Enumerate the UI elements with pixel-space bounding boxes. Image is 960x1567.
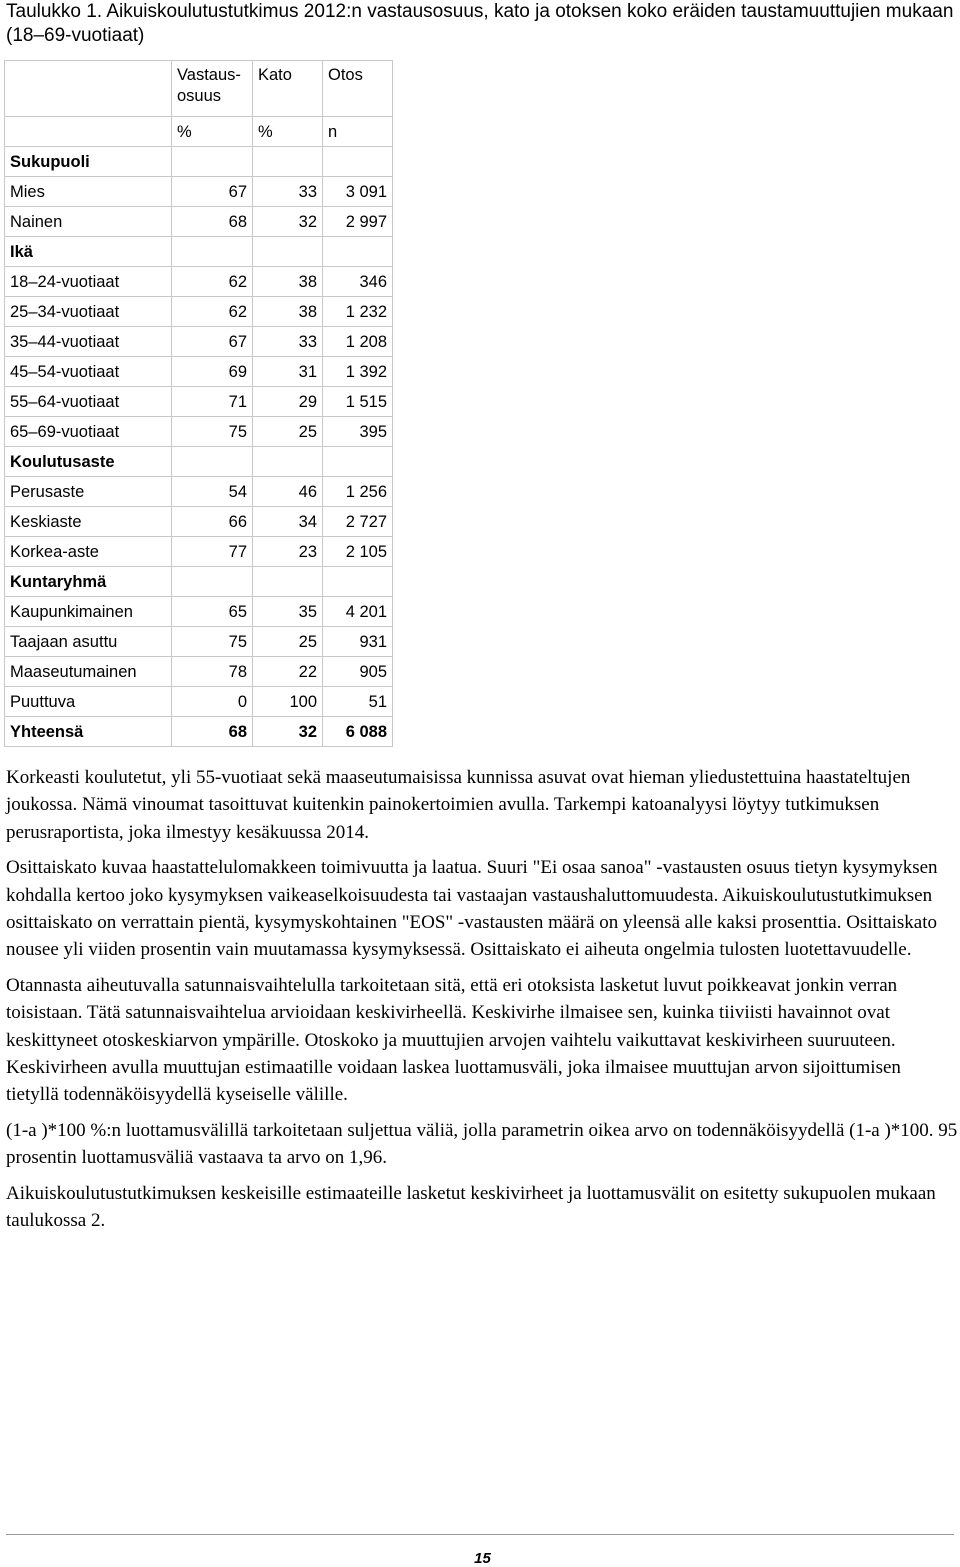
table-row bbox=[5, 327, 393, 357]
sample-size-cell bbox=[323, 237, 393, 267]
row-label: Mies bbox=[5, 177, 172, 207]
response-rate-cell: 62 bbox=[172, 267, 253, 297]
sample-size-cell: 2 105 bbox=[323, 537, 393, 567]
sample-size-cell: 346 bbox=[323, 267, 393, 297]
row-label: 45–54-vuotiaat bbox=[5, 357, 172, 387]
footer-divider bbox=[6, 1534, 954, 1535]
nonresponse-cell: 33 bbox=[253, 327, 323, 357]
sample-size-cell: 931 bbox=[323, 627, 393, 657]
nonresponse-cell: 29 bbox=[253, 387, 323, 417]
table-row bbox=[5, 417, 393, 447]
section-label: Koulutusaste bbox=[5, 447, 172, 477]
nonresponse-cell: 32 bbox=[253, 207, 323, 237]
section-label: Sukupuoli bbox=[5, 147, 172, 177]
table-row bbox=[5, 687, 393, 717]
response-rate-cell: 65 bbox=[172, 597, 253, 627]
nonresponse-cell: 25 bbox=[253, 417, 323, 447]
sample-size-cell: 3 091 bbox=[323, 177, 393, 207]
total-row bbox=[5, 717, 393, 747]
row-label: Nainen bbox=[5, 207, 172, 237]
nonresponse-cell: 31 bbox=[253, 357, 323, 387]
sample-size-cell: 4 201 bbox=[323, 597, 393, 627]
nonresponse-cell: 34 bbox=[253, 507, 323, 537]
header-nonresponse: Kato bbox=[253, 61, 323, 117]
row-label: 35–44-vuotiaat bbox=[5, 327, 172, 357]
section-label: Kuntaryhmä bbox=[5, 567, 172, 597]
table-row bbox=[5, 657, 393, 687]
paragraph-3: Otannasta aiheutuvalla satunnaisvaihtelulla tarkoitetaan sitä, että eri otoksista lasketut luvut poikkeavat jonkin verran toisistaan. Tätä satunnaisvaihtelua arvioidaan keskivirheellä. Keskivirhe ilmaisee sen, kuinka tiiviisti havainnot ovat keskittyneet otoskeskiarvon ympärille. Otoskoko ja muuttujien arvojen vaihtelu vaikuttavat keskivirheen suuruuteen. Keskivirheen avulla muuttujan estimaatille voidaan laskea luottamusväli, joka ilmaisee muuttujan arvon sijoittumisen tietyllä todennäköisyydellä kyseiselle välille. bbox=[6, 974, 901, 1106]
table-row bbox=[5, 597, 393, 627]
row-label: Taajaan asuttu bbox=[5, 627, 172, 657]
table-row bbox=[5, 537, 393, 567]
sample-size-cell: 395 bbox=[323, 417, 393, 447]
row-label: 65–69-vuotiaat bbox=[5, 417, 172, 447]
table-row bbox=[5, 627, 393, 657]
nonresponse-cell: 23 bbox=[253, 537, 323, 567]
row-label: 18–24-vuotiaat bbox=[5, 267, 172, 297]
unit-percent-1: % bbox=[172, 117, 253, 147]
body-text bbox=[6, 764, 958, 1243]
row-label: Perusaste bbox=[5, 477, 172, 507]
sample-size-cell: 51 bbox=[323, 687, 393, 717]
header-row bbox=[5, 61, 393, 117]
unit-n: n bbox=[323, 117, 393, 147]
header-response-rate: Vastaus- osuus bbox=[172, 61, 253, 117]
unit-empty-cell bbox=[5, 117, 172, 147]
sample-size-cell: 1 232 bbox=[323, 297, 393, 327]
section-row bbox=[5, 147, 393, 177]
section-row bbox=[5, 447, 393, 477]
response-rate-cell: 54 bbox=[172, 477, 253, 507]
sample-size-cell bbox=[323, 447, 393, 477]
response-rate-cell: 75 bbox=[172, 417, 253, 447]
nonresponse-cell: 35 bbox=[253, 597, 323, 627]
sample-size-cell: 6 088 bbox=[323, 717, 393, 747]
nonresponse-cell: 32 bbox=[253, 717, 323, 747]
sample-size-cell: 1 208 bbox=[323, 327, 393, 357]
row-label: Keskiaste bbox=[5, 507, 172, 537]
unit-row bbox=[5, 117, 393, 147]
row-label: Kaupunkimainen bbox=[5, 597, 172, 627]
row-label: Puuttuva bbox=[5, 687, 172, 717]
response-rate-cell: 68 bbox=[172, 207, 253, 237]
sample-size-cell: 2 997 bbox=[323, 207, 393, 237]
page-number: 15 bbox=[474, 1550, 491, 1567]
nonresponse-cell: 46 bbox=[253, 477, 323, 507]
nonresponse-cell: 100 bbox=[253, 687, 323, 717]
nonresponse-cell: 38 bbox=[253, 267, 323, 297]
response-rate-cell: 62 bbox=[172, 297, 253, 327]
section-row bbox=[5, 567, 393, 597]
response-rate-cell bbox=[172, 447, 253, 477]
response-rate-table bbox=[4, 60, 393, 747]
table-row bbox=[5, 207, 393, 237]
response-rate-cell: 67 bbox=[172, 177, 253, 207]
table-row bbox=[5, 507, 393, 537]
response-rate-cell: 67 bbox=[172, 327, 253, 357]
sample-size-cell: 1 515 bbox=[323, 387, 393, 417]
row-label: Yhteensä bbox=[5, 717, 172, 747]
nonresponse-cell bbox=[253, 567, 323, 597]
table-row bbox=[5, 297, 393, 327]
table-row bbox=[5, 177, 393, 207]
header-empty-cell bbox=[5, 61, 172, 117]
response-rate-cell: 75 bbox=[172, 627, 253, 657]
response-rate-cell: 68 bbox=[172, 717, 253, 747]
header-sample: Otos bbox=[323, 61, 393, 117]
response-rate-cell: 0 bbox=[172, 687, 253, 717]
section-label: Ikä bbox=[5, 237, 172, 267]
nonresponse-cell bbox=[253, 447, 323, 477]
paragraph-5: Aikuiskoulutustutkimuksen keskeisille estimaateille lasketut keskivirheet ja luottamusvälit on esitetty sukupuolen mukaan taulukossa 2. bbox=[6, 1182, 936, 1232]
response-rate-cell: 77 bbox=[172, 537, 253, 567]
response-rate-cell bbox=[172, 567, 253, 597]
nonresponse-cell: 38 bbox=[253, 297, 323, 327]
row-label: 25–34-vuotiaat bbox=[5, 297, 172, 327]
row-label: Maaseutumainen bbox=[5, 657, 172, 687]
response-rate-cell: 69 bbox=[172, 357, 253, 387]
sample-size-cell: 905 bbox=[323, 657, 393, 687]
nonresponse-cell bbox=[253, 147, 323, 177]
table-row bbox=[5, 357, 393, 387]
sample-size-cell bbox=[323, 147, 393, 177]
response-rate-cell bbox=[172, 147, 253, 177]
paragraph-4: (1-a )*100 %:n luottamusvälillä tarkoitetaan suljettua väliä, jolla parametrin oikea arvo on todennäköisyydellä (1-a )*100. 95 prosentin luottamusväliä vastaava ta arvo on 1,96. bbox=[6, 1119, 958, 1169]
paragraph-1: Korkeasti koulutetut, yli 55-vuotiaat sekä maaseutumaisissa kunnissa asuvat ovat hieman yliedustettuina haastateltujen joukossa. Nämä vinoumat tasoittuvat kuitenkin painokertoimien avulla. Tarkempi katoanalyysi löytyy tutkimuksen perusraportista, joka ilmestyy kesäkuussa 2014. bbox=[6, 767, 911, 843]
response-rate-cell: 66 bbox=[172, 507, 253, 537]
row-label: Korkea-aste bbox=[5, 537, 172, 567]
nonresponse-cell: 22 bbox=[253, 657, 323, 687]
table-row bbox=[5, 477, 393, 507]
response-rate-cell: 78 bbox=[172, 657, 253, 687]
paragraph-2: Osittaiskato kuvaa haastattelulomakkeen toimivuutta ja laatua. Suuri "Ei osaa sanoa" -vastausten osuus tietyn kysymyksen kohdalla kertoo joko kysymyksen vaikeaselkoisuudesta tai vastaajan vastaushaluttomuudesta. Aikuiskoulutustutkimuksen osittaiskato on verrattain pientä, kysymyskohtainen "EOS" -vastausten määrä on yleensä alle kaksi prosenttia. Osittaiskato nousee yli viiden prosentin vain muutamassa kysymyksessä. Osittaiskato ei aiheuta ongelmia tulosten luotettavuudelle. bbox=[6, 857, 938, 961]
nonresponse-cell bbox=[253, 237, 323, 267]
sample-size-cell: 1 256 bbox=[323, 477, 393, 507]
table-row bbox=[5, 387, 393, 417]
response-rate-cell: 71 bbox=[172, 387, 253, 417]
unit-percent-2: % bbox=[253, 117, 323, 147]
response-rate-cell bbox=[172, 237, 253, 267]
nonresponse-cell: 33 bbox=[253, 177, 323, 207]
nonresponse-cell: 25 bbox=[253, 627, 323, 657]
sample-size-cell: 1 392 bbox=[323, 357, 393, 387]
sample-size-cell bbox=[323, 567, 393, 597]
table-caption: Taulukko 1. Aikuiskoulutustutkimus 2012:n vastausosuus, kato ja otoksen koko eräiden taustamuuttujien mukaan (18–69-vuotiaat) bbox=[6, 1, 954, 46]
row-label: 55–64-vuotiaat bbox=[5, 387, 172, 417]
table-row bbox=[5, 267, 393, 297]
sample-size-cell: 2 727 bbox=[323, 507, 393, 537]
section-row bbox=[5, 237, 393, 267]
